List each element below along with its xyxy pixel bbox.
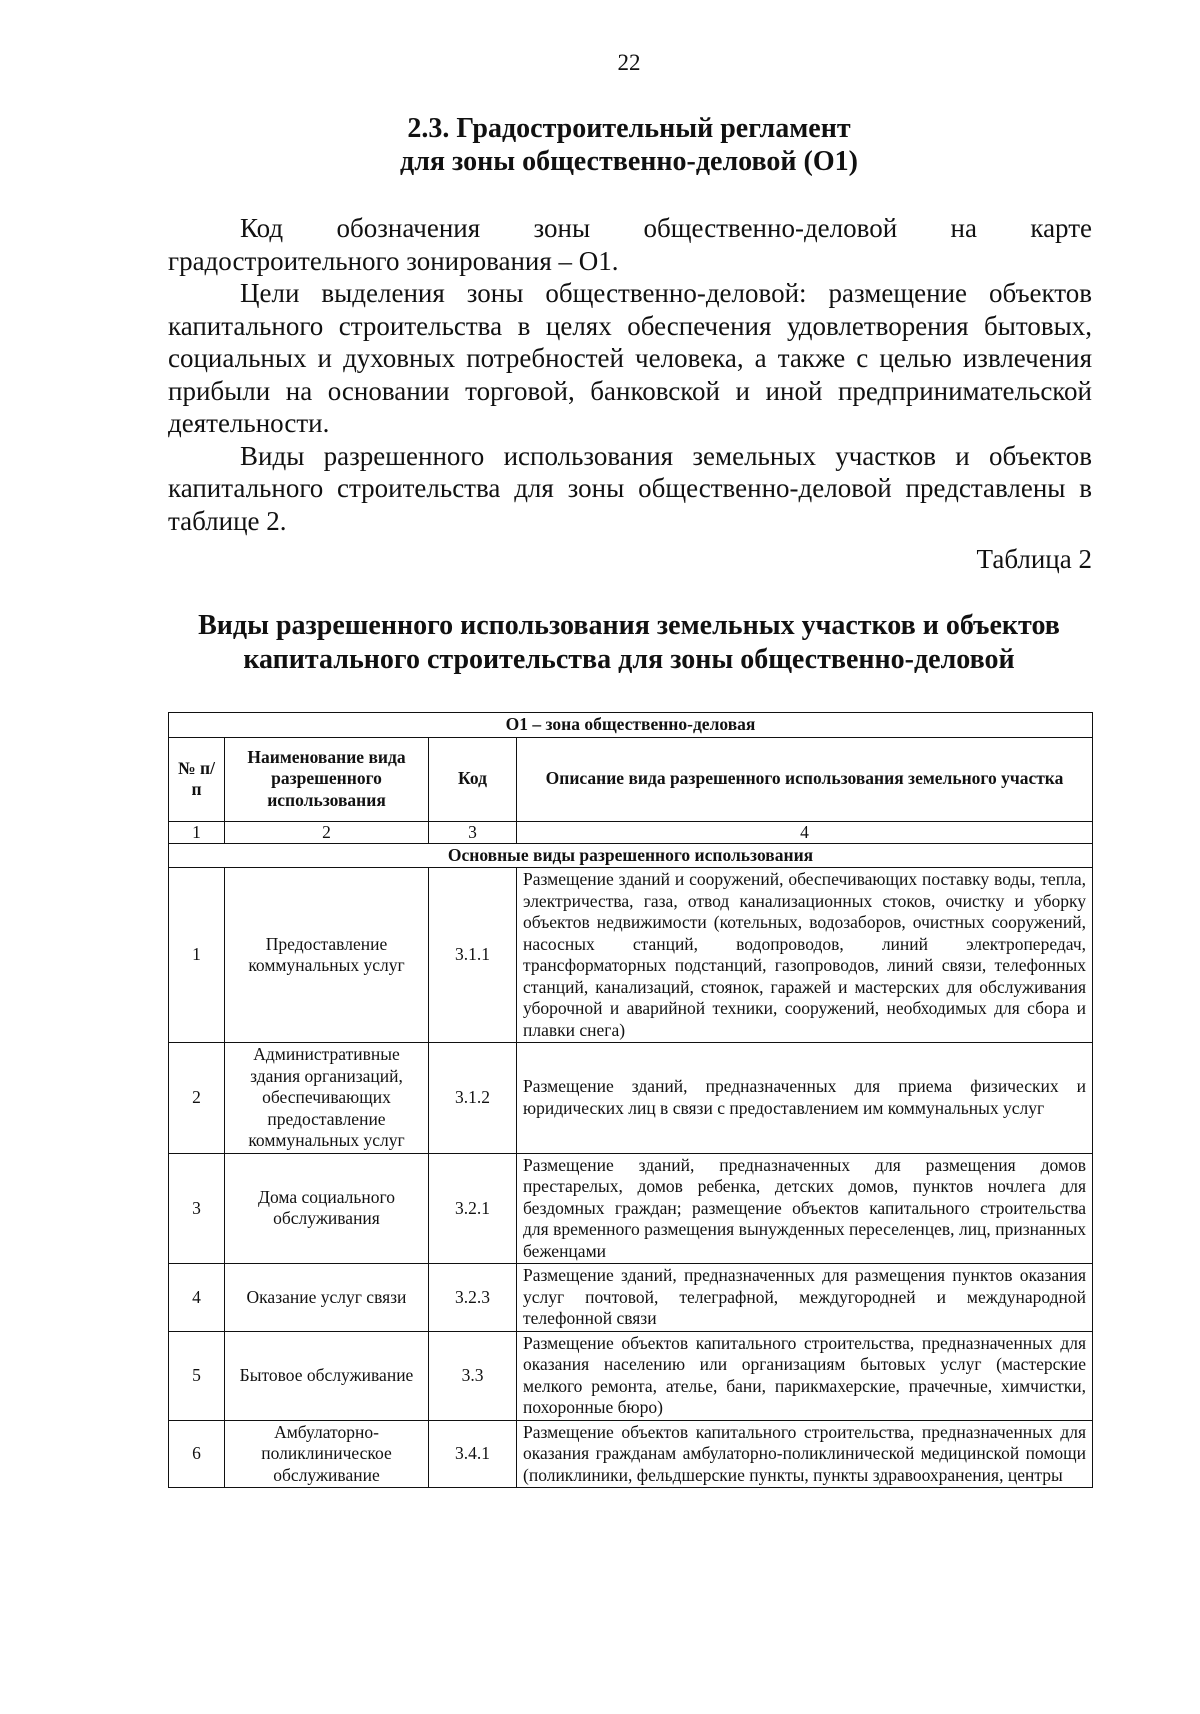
- row-code: 3.1.1: [429, 868, 517, 1043]
- body-text: [168, 212, 1092, 537]
- row-code: 3.4.1: [429, 1420, 517, 1488]
- row-num: 4: [169, 1264, 225, 1332]
- table-row: [169, 1331, 1093, 1420]
- header-name: Наименование вида разрешенного использования: [225, 737, 429, 821]
- row-code: 3.1.2: [429, 1043, 517, 1154]
- section-title-line-2: для зоны общественно-деловой (О1): [400, 146, 858, 177]
- permitted-uses-table: [168, 712, 1093, 1488]
- row-desc: Размещение зданий, предназначенных для приема физических и юридических лиц в связи с предоставлением им коммунальных услуг: [517, 1043, 1093, 1154]
- header-desc: Описание вида разрешенного использования земельного участка: [517, 737, 1093, 821]
- table-row: [169, 1043, 1093, 1154]
- column-number: 4: [517, 821, 1093, 843]
- table-row: [169, 868, 1093, 1043]
- row-name: Бытовое обслуживание: [225, 1331, 429, 1420]
- row-name: Административные здания организаций, обеспечивающих предоставление коммунальных услуг: [225, 1043, 429, 1154]
- row-desc: Размещение зданий, предназначенных для размещения домов престарелых, домов ребенка, детских домов, пунктов ночлега для бездомных граждан; размещение объектов капитального строительства для временного размещения вынужденных переселенцев, лиц, признанных беженцами: [517, 1153, 1093, 1264]
- column-number: 2: [225, 821, 429, 843]
- table-title-line-2: капитального строительства для зоны общественно-деловой: [243, 644, 1015, 675]
- column-number: 1: [169, 821, 225, 843]
- table-row: [169, 1420, 1093, 1488]
- row-code: 3.2.1: [429, 1153, 517, 1264]
- header-code: Код: [429, 737, 517, 821]
- row-desc: Размещение зданий, предназначенных для размещения пунктов оказания услуг почтовой, телеграфной, междугородней и международной телефонной связи: [517, 1264, 1093, 1332]
- section-title: [0, 112, 1200, 178]
- section-label: Основные виды разрешенного использования: [169, 843, 1093, 868]
- column-number: 3: [429, 821, 517, 843]
- row-num: 1: [169, 868, 225, 1043]
- row-name: Предоставление коммунальных услуг: [225, 868, 429, 1043]
- table-row: [169, 1153, 1093, 1264]
- page-number: 22: [617, 50, 641, 75]
- row-code: 3.3: [429, 1331, 517, 1420]
- row-name: Амбулаторно-поликлиническое обслуживание: [225, 1420, 429, 1488]
- table-row: [169, 1264, 1093, 1332]
- section-row: [169, 843, 1093, 868]
- row-name: Оказание услуг связи: [225, 1264, 429, 1332]
- paragraph-table-reference: Виды разрешенного использования земельных участков и объектов капитального строительства для зоны общественно-деловой представлены в таблице 2.: [168, 440, 1092, 536]
- section-title-line-1: 2.3. Градостроительный регламент: [407, 113, 851, 144]
- row-desc: Размещение объектов капитального строительства, предназначенных для оказания гражданам амбулаторно-поликлинической медицинской помощи (поликлиники, фельдшерские пункты, пункты здравоохранения, центры: [517, 1420, 1093, 1488]
- row-desc: Размещение объектов капитального строительства, предназначенных для оказания населению или организациям бытовых услуг (мастерские мелкого ремонта, ателье, бани, парикмахерские, прачечные, химчистки, похоронные бюро): [517, 1331, 1093, 1420]
- table-label: Таблица 2: [976, 544, 1092, 574]
- row-desc: Размещение зданий и сооружений, обеспечивающих поставку воды, тепла, электричества, газа, отвод канализационных стоков, очистку и уборку объектов недвижимости (котельных, водозаборов, очистных сооружений, насосных станций, водопроводов, линий электропередач, трансформаторных подстанций, газопроводов, линий связи, телефонных станций, канализаций, стоянок, гаражей и мастерских для обслуживания уборочной и аварийной техники, сооружений, необходимых для сбора и плавки снега): [517, 868, 1093, 1043]
- column-header-row: [169, 737, 1093, 821]
- row-num: 5: [169, 1331, 225, 1420]
- paragraph-zone-code: Код обозначения зоны общественно-деловой на карте градостроительного зонирования – О1.: [168, 213, 1092, 276]
- row-num: 3: [169, 1153, 225, 1264]
- row-num: 6: [169, 1420, 225, 1488]
- column-number-row: [169, 821, 1093, 843]
- row-num: 2: [169, 1043, 225, 1154]
- zone-header: О1 – зона общественно-деловая: [169, 713, 1093, 738]
- table-title: [0, 609, 1200, 677]
- row-code: 3.2.3: [429, 1264, 517, 1332]
- zone-header-row: [169, 713, 1093, 738]
- row-name: Дома социального обслуживания: [225, 1153, 429, 1264]
- header-num: № п/п: [169, 737, 225, 821]
- paragraph-zone-goals: Цели выделения зоны общественно-деловой: размещение объектов капитального строительства в целях обеспечения удовлетворения бытовых, социальных и духовных потребностей человека, а также с целью извлечения прибыли на основании торговой, банковской и иной предпринимательской деятельности.: [168, 278, 1092, 438]
- table-title-line-1: Виды разрешенного использования земельных участков и объектов: [198, 610, 1060, 641]
